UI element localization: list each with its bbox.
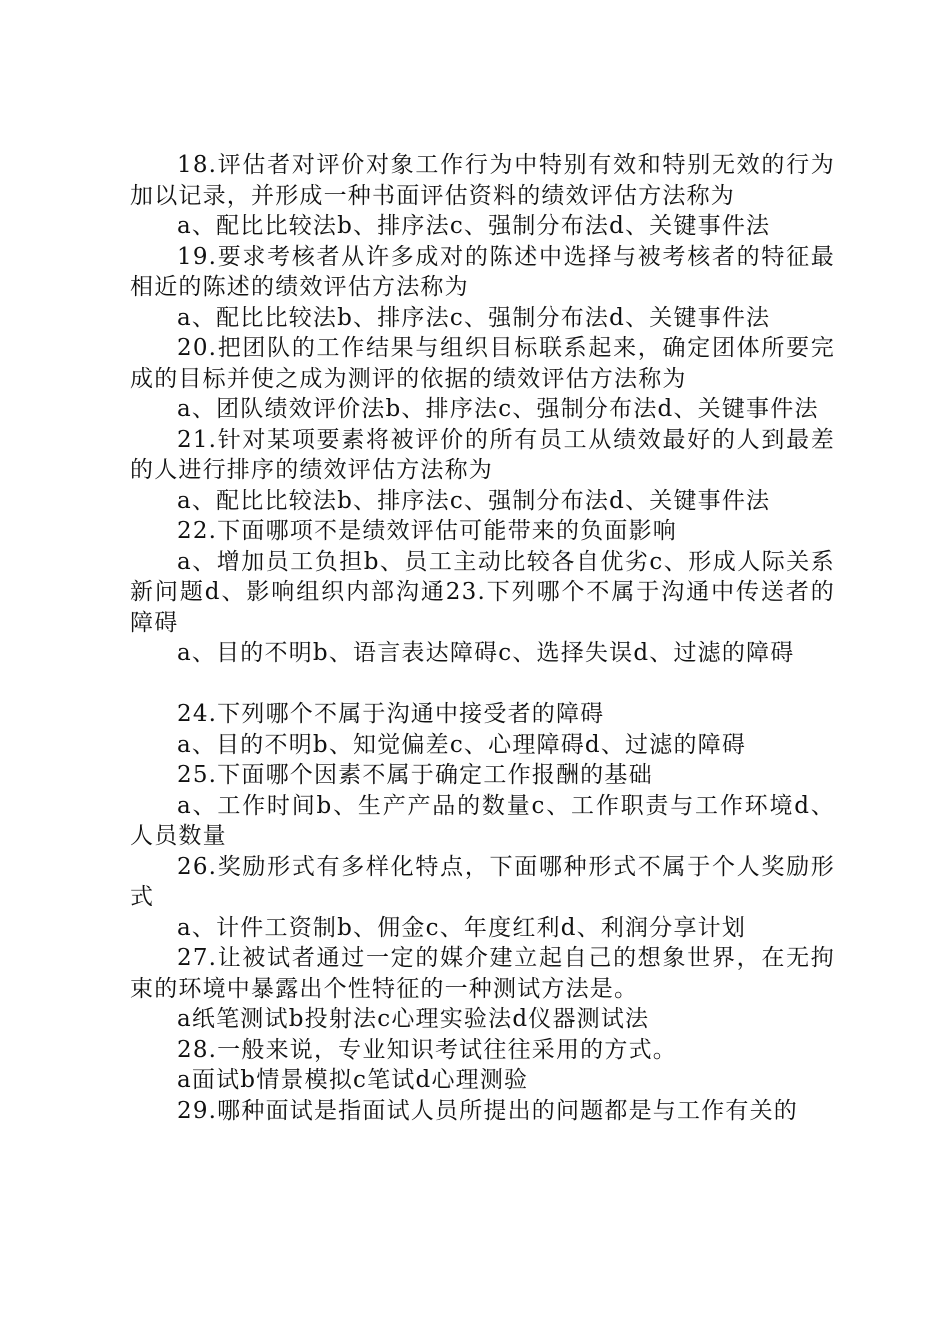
options-24: a、目的不明b、知觉偏差c、心理障碍d、过滤的障碍 (177, 731, 747, 758)
options-20: a、团队绩效评价法b、排序法c、强制分布法d、关键事件法 (177, 396, 819, 422)
question-19: 19.要求考核者从许多成对的陈述中选择与被考核者的特征最相近的陈述的绩效评估方法称为 (130, 243, 835, 300)
document-body (130, 150, 835, 1126)
options-27: a纸笔测试b投射法c心理实验法d仪器测试法 (177, 1006, 650, 1032)
options-22-question-23: a、增加员工负担b、员工主动比较各自优劣c、形成人际关系新问题d、影响组织内部沟通23.下列哪个不属于沟通中传送者的障碍 (130, 548, 835, 636)
question-27: 27.让被试者通过一定的媒介建立起自己的想象世界，在无拘束的环境中暴露出个性特征的一种测试方法是。 (130, 945, 835, 1002)
options-23: a、目的不明b、语言表达障碍c、选择失误d、过滤的障碍 (177, 640, 795, 666)
question-25: 25.下面哪个因素不属于确定工作报酬的基础 (177, 762, 653, 788)
options-21: a、配比比较法b、排序法c、强制分布法d、关键事件法 (177, 487, 771, 514)
question-20: 20.把团队的工作结果与组织目标联系起来，确定团体所要完成的目标并使之成为测评的依据的绩效评估方法称为 (130, 335, 835, 392)
question-28: 28.一般来说，专业知识考试往往采用的方式。 (177, 1036, 677, 1063)
options-19: a、配比比较法b、排序法c、强制分布法d、关键事件法 (177, 304, 771, 331)
question-29: 29.哪种面试是指面试人员所提出的问题都是与工作有关的 (177, 1097, 798, 1124)
options-18: a、配比比较法b、排序法c、强制分布法d、关键事件法 (177, 213, 771, 239)
question-18: 18.评估者对评价对象工作行为中特别有效和特别无效的行为加以记录，并形成一种书面评估资料的绩效评估方法称为 (130, 152, 835, 209)
question-22: 22.下面哪项不是绩效评估可能带来的负面影响 (177, 518, 677, 544)
question-21: 21.针对某项要素将被评价的所有员工从绩效最好的人到最差的人进行排序的绩效评估方法称为 (130, 426, 835, 483)
options-28: a面试b情景模拟c笔试d心理测验 (177, 1067, 529, 1093)
question-26: 26.奖励形式有多样化特点，下面哪种形式不属于个人奖励形式 (130, 853, 835, 910)
options-25: a、工作时间b、生产产品的数量c、工作职责与工作环境d、人员数量 (130, 792, 835, 849)
question-24: 24.下列哪个不属于沟通中接受者的障碍 (177, 701, 605, 727)
blank-line (130, 669, 835, 700)
options-26: a、计件工资制b、佣金c、年度红利d、利润分享计划 (177, 914, 747, 941)
